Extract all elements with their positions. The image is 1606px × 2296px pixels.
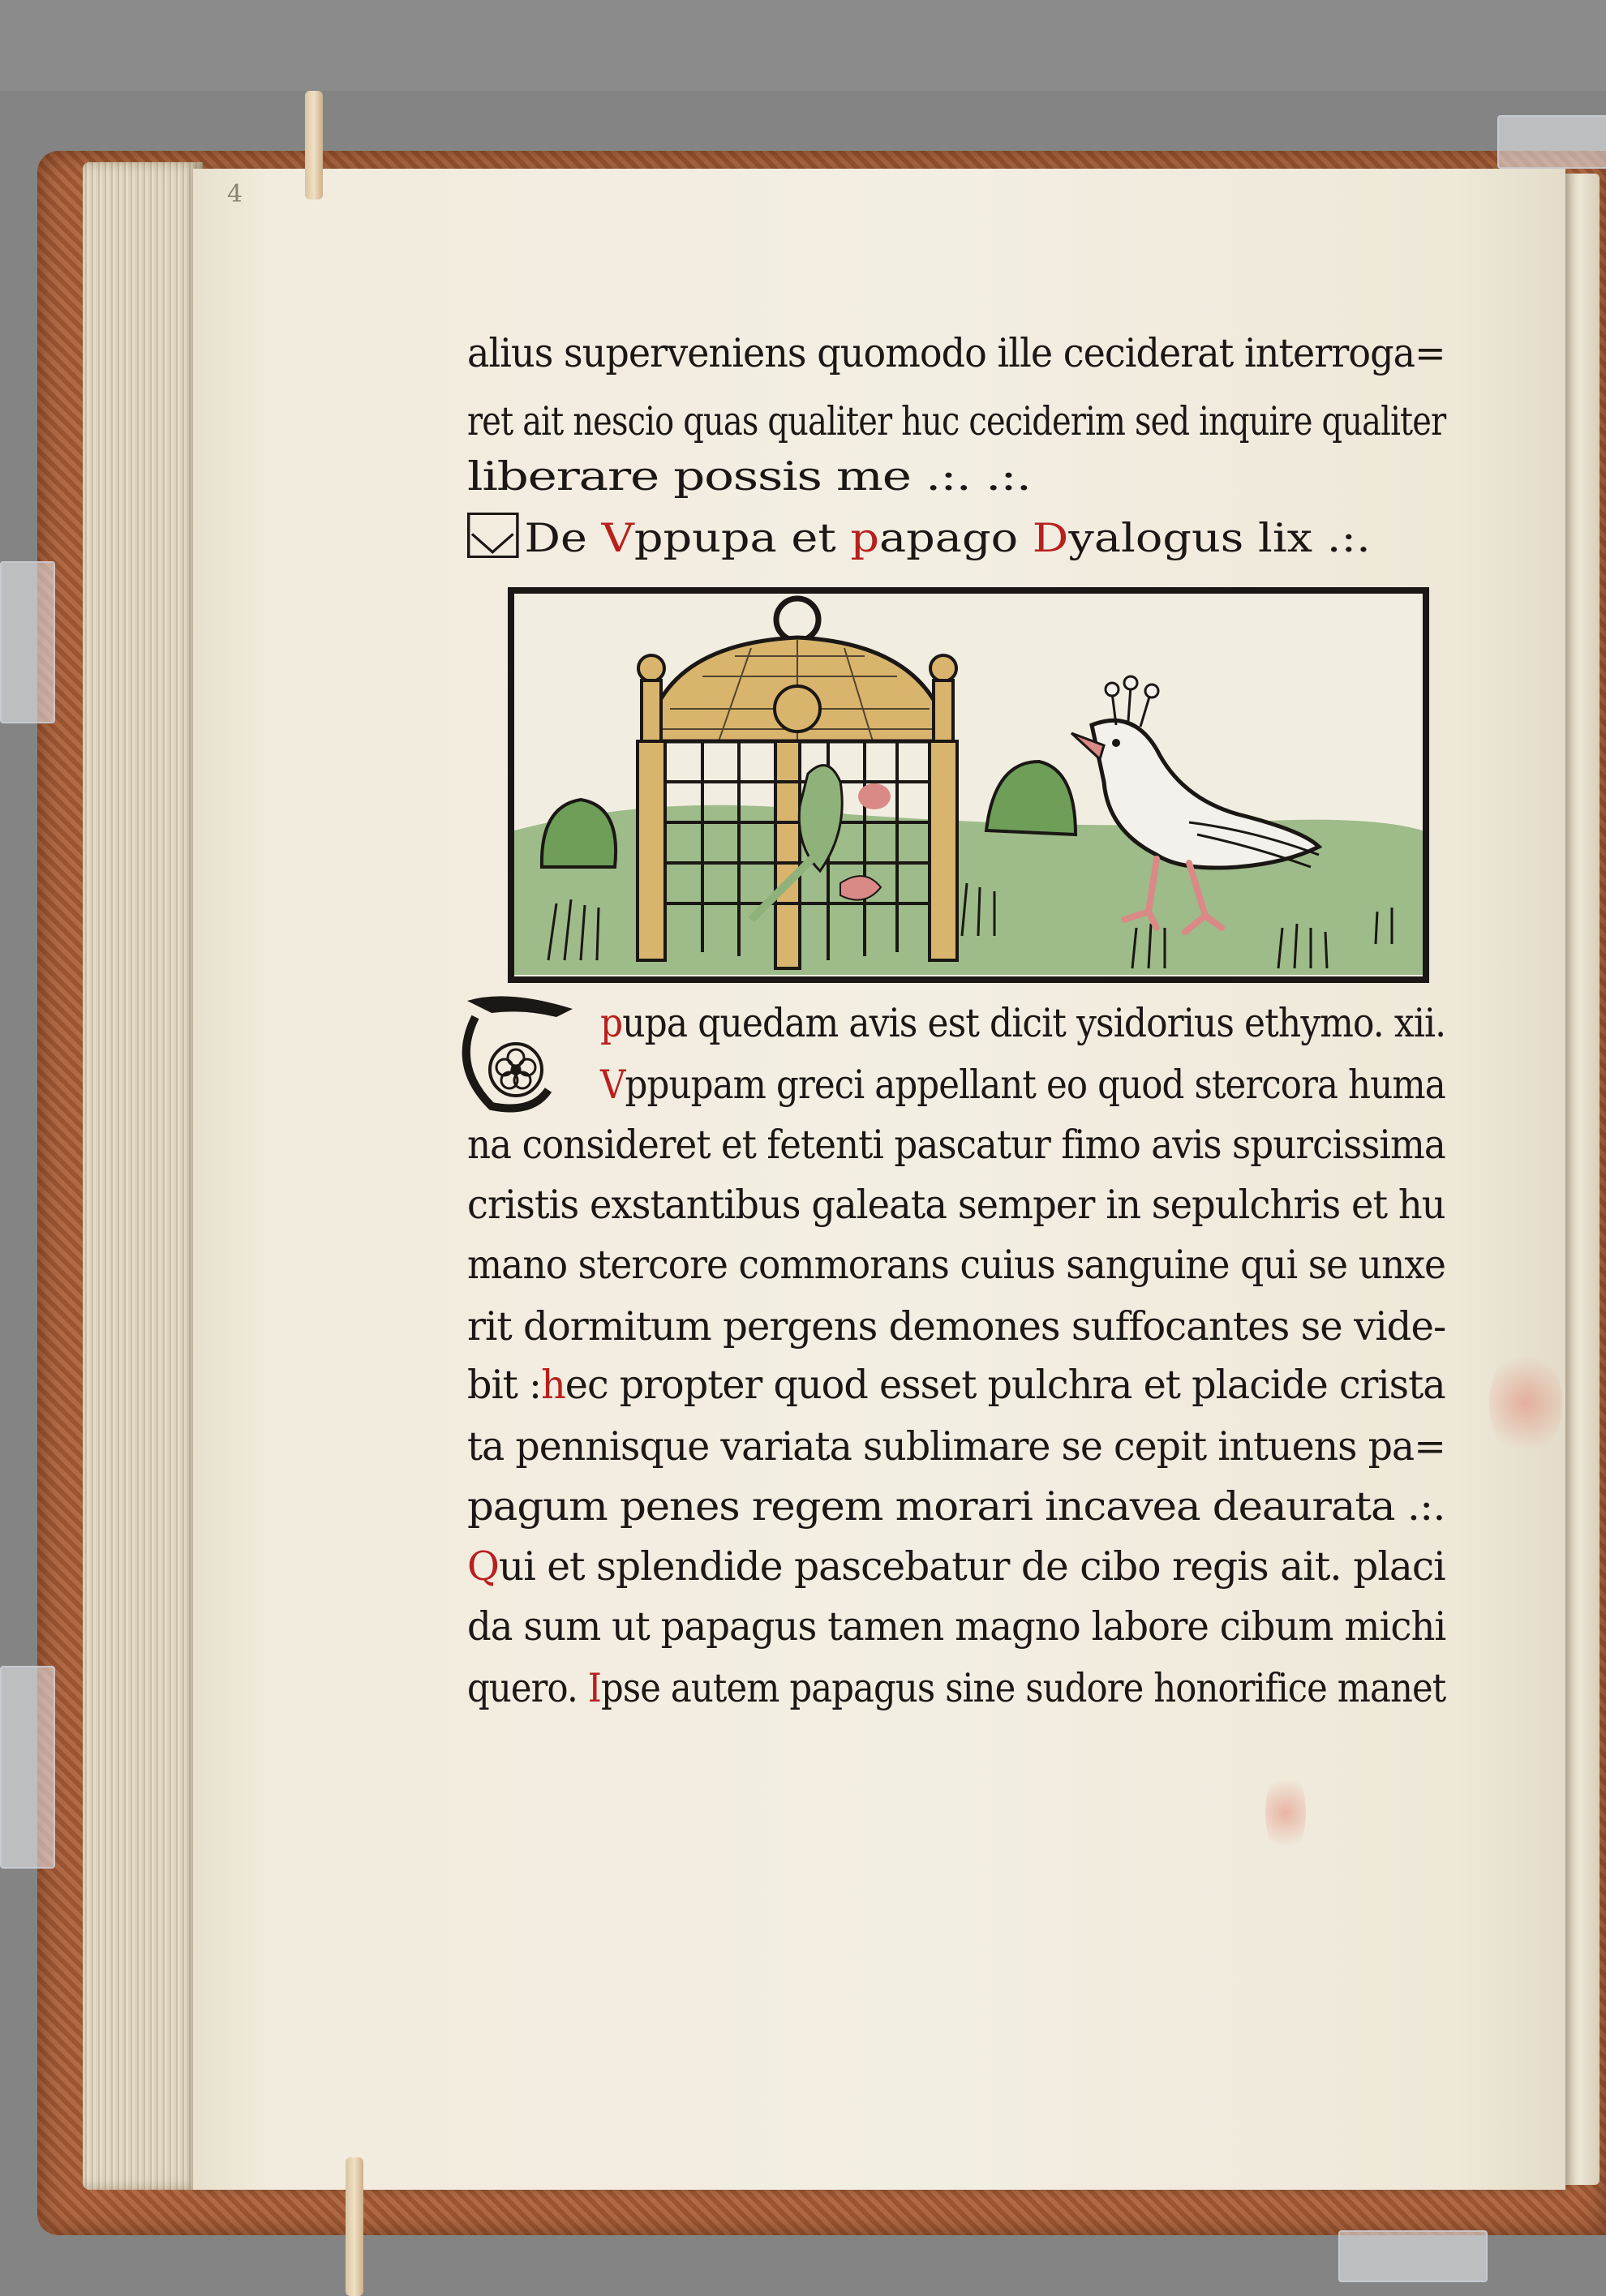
woodcut-illustration [508,587,1429,983]
line-text: cristis exstantibus galeata semper in sepulchris et hu [467,1182,1445,1228]
line-text: upa quedam avis est dicit ysidorius ethymo. xii. [622,1000,1446,1046]
facing-leaf-edge [1565,174,1600,2185]
red-stain [1489,1346,1562,1460]
rubric-cap: D [1032,515,1069,561]
text-line [467,1181,1445,1230]
text-line [467,1302,1445,1351]
chapter-heading [467,513,1371,563]
line-text: mano stercore commorans cuius sanguine qui se unxe [467,1242,1446,1288]
heading-word: ppupa et [633,515,851,561]
text-line [467,1241,1445,1290]
clamp-tab [0,561,55,723]
page-edges [83,162,203,2190]
text-line [467,1483,1445,1531]
rubric-cap: V [600,1062,625,1108]
heading-word: yalogus lix .:. [1068,515,1371,561]
text-line: ret ait nescio quas qualiter huc ceciderim sed inquire qualiter [467,398,1446,444]
text-line: alius superveniens quomodo ille ceciderat interroga= [467,330,1445,376]
line-text: rit dormitum pergens demones suffocantes se vide- [467,1303,1446,1350]
page-holder-stick [305,91,323,200]
rubric-cap: V [601,515,634,561]
clamp-tab [0,1666,55,1869]
decorated-initial-v [459,993,581,1114]
text-line: liberare possis me .:. .:. [467,453,1031,500]
heading-word: apago [879,515,1033,561]
text-line [467,1664,1445,1713]
clamp-tab [1497,115,1606,169]
line-text: pse autem papagus sine sudore honorifice manet [601,1665,1446,1711]
text-line [467,1423,1445,1471]
text-line [600,1061,1445,1109]
page-holder-stick-bottom [346,2157,363,2296]
line-text: da sum ut papagus tamen magno labore cibum michi [467,1603,1446,1650]
line-prefix: quero. [467,1665,588,1711]
text-line [467,1543,1445,1591]
line-text: ec propter quod esset pulchra et placide crista [565,1362,1445,1408]
text-line [467,1361,1445,1410]
text-line [600,999,1445,1048]
text-line [467,1603,1445,1651]
line-text: ta pennisque variata sublimare se cepit intuens pa= [467,1423,1445,1470]
rubric-cap: Q [467,1543,499,1590]
heading-prefix: De [524,515,602,561]
clamp-tab [1338,2230,1488,2282]
line-prefix: bit : [467,1362,542,1408]
rubric-cap: p [600,1000,623,1046]
line-text: pagum penes regem morari incavea deaurata .:. [467,1483,1445,1530]
line-text: na consideret et fetenti pascatur fimo avis spurcissima [467,1122,1445,1168]
text-line [467,1121,1445,1169]
rubric-cap: p [850,515,880,561]
top-band [0,0,1606,91]
paragraph-mark-icon [467,513,519,558]
rubric-cap: I [587,1665,602,1711]
rosette-icon [496,1049,535,1088]
red-stain [1265,1768,1306,1857]
folio-mark: 4 [227,180,243,208]
line-text: ppupam greci appellant eo quod stercora huma [625,1062,1445,1108]
rubric-cap: h [541,1362,565,1408]
line-text: ui et splendide pascebatur de cibo regis ait. placi [498,1543,1445,1590]
